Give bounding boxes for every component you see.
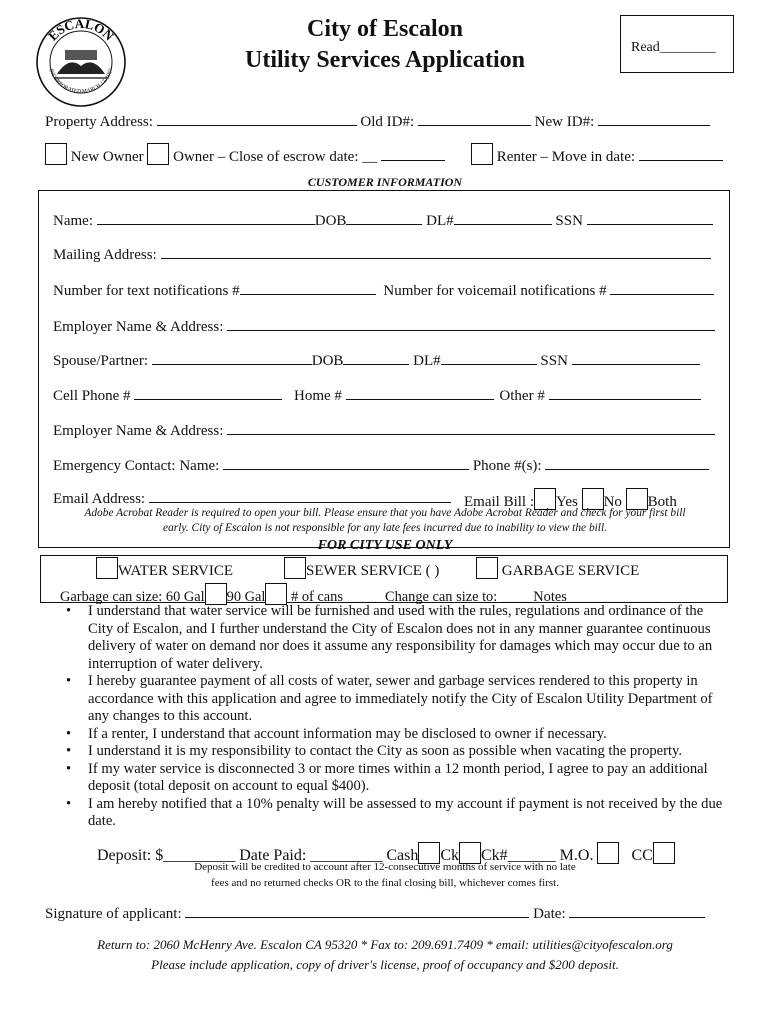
term-item: • I understand that water service will be furnished and used with the rules, regulations and ordinance of the City of Escalon, and I further understand the City of Escalon does not in any manner guarantee continuous delivery of water on demand nor does it assume any responsibility for damages which may occur due to an interruption of water delivery. — [66, 603, 713, 672]
owner-close-label: Owner – Close of escrow date: __ — [173, 149, 378, 165]
emergency-row — [53, 455, 709, 475]
dl-label: DL# — [426, 213, 454, 229]
sewer-service-label: SEWER SERVICE ( ) — [306, 563, 440, 579]
occupancy-row — [45, 143, 445, 166]
page-subtitle: Utility Services Application — [245, 47, 525, 73]
dob-label: DOB — [314, 213, 347, 229]
renter-row — [471, 143, 723, 166]
term-item: • I hereby guarantee payment of all costs of water, sewer and garbage services rendered to this property in accordance with this application and agree to immediately notify the City of Escalon Utility Department of any changes to this account. — [66, 673, 713, 724]
emergency-phone-label: Phone #(s): — [472, 458, 542, 474]
footer-instructions: Please include application, copy of driver's license, proof of occupancy and $200 deposit. — [151, 957, 619, 972]
read-label: Read________ — [631, 40, 716, 55]
new-owner-label: New Owner — [70, 149, 144, 165]
garbage-row — [476, 557, 639, 580]
water-service-checkbox[interactable] — [96, 557, 118, 579]
employer-field[interactable] — [227, 316, 715, 331]
sewer-service-checkbox[interactable] — [284, 557, 306, 579]
ssn-label: SSN — [555, 213, 583, 229]
email-field[interactable] — [149, 488, 451, 503]
footer-return-address: Return to: 2060 McHenry Ave. Escalon CA 95320 * Fax to: 209.691.7409 * email: utilities@cityofescalon.org — [97, 937, 673, 952]
dl-field[interactable] — [454, 210, 552, 225]
gal90-label: 90 Gal — [226, 589, 266, 605]
email-label: Email Address: — [53, 491, 146, 507]
sewer-row — [285, 557, 439, 580]
terms-list — [64, 603, 724, 831]
name-row — [53, 210, 713, 230]
ck-label: Ck — [440, 847, 459, 864]
signature-date-label: Date: — [533, 906, 566, 922]
mailing-label: Mailing Address: — [53, 247, 157, 263]
phone-row — [53, 385, 701, 405]
move-in-date-field[interactable] — [639, 146, 723, 161]
email-bill-no-label: No — [603, 494, 622, 510]
deposit-note-1: Deposit will be credited to account after 12-consecutive months of service with no late — [194, 861, 576, 873]
garbage-service-label: GARBAGE SERVICE — [501, 563, 640, 579]
signature-date-field[interactable] — [569, 903, 705, 918]
customer-info-heading: CUSTOMER INFORMATION — [307, 175, 463, 189]
signature-field[interactable] — [185, 903, 529, 918]
services-row — [96, 557, 233, 580]
term-item: • If a renter, I understand that account information may be disclosed to owner if necessary. — [66, 725, 607, 742]
email-bill-label: Email Bill : — [464, 494, 534, 510]
term-item: • If my water service is disconnected 3 or more times within a 12 month period, I agree to pay an additional deposit (total deposit on account to equal $400). — [66, 760, 708, 794]
mailing-row — [53, 244, 711, 264]
acrobat-note-1: Adobe Acrobat Reader is required to open your bill. Please ensure that you have Adobe Acrobat Reader and check for your first bill — [84, 507, 686, 519]
renter-checkbox[interactable] — [471, 143, 493, 165]
term-item: • I understand it is my responsibility to contact the City as soon as possible when vacating the property. — [66, 743, 683, 759]
seal-top-text: ESCALON — [45, 16, 117, 44]
ssn-field[interactable] — [587, 210, 713, 225]
emergency-label: Emergency Contact: Name: — [53, 458, 220, 474]
email-bill-both-label: Both — [647, 494, 677, 510]
renter-label: Renter – Move in date: — [496, 149, 636, 165]
garbage-size-label: Garbage can size: 60 Gal — [60, 589, 205, 605]
signature-label: Signature of applicant: — [45, 906, 182, 922]
water-service-label: WATER SERVICE — [118, 563, 234, 579]
text-notification-label: Number for text notifications # — [53, 283, 240, 299]
garbage-service-checkbox[interactable] — [476, 557, 498, 579]
seal-bottom-text: INCORPORATED MARCH 12, 1957 — [47, 67, 115, 95]
spouse-ssn-label: SSN — [540, 353, 568, 369]
mailing-field[interactable] — [161, 244, 711, 259]
spouse-label: Spouse/Partner: — [53, 353, 148, 369]
cell-phone-field[interactable] — [134, 385, 282, 400]
home-phone-label: Home # — [294, 388, 342, 404]
cell-phone-label: Cell Phone # — [53, 388, 131, 404]
emergency-name-field[interactable] — [223, 455, 469, 470]
email-row — [53, 488, 451, 508]
acrobat-note-2: early. City of Escalon is not responsible for any late fees incurred due to inability to view the bill. — [163, 522, 607, 534]
spouse-ssn-field[interactable] — [572, 350, 700, 365]
deposit-note-2: fees and no returned checks OR to the final closing bill, whichever comes first. — [211, 877, 559, 889]
home-phone-field[interactable] — [346, 385, 494, 400]
cans-label: # of cans ____ — [291, 589, 376, 605]
spouse-dl-label: DL# — [413, 353, 441, 369]
signature-row — [45, 903, 705, 923]
property-address-row — [45, 111, 710, 131]
spouse-dob-field[interactable] — [343, 350, 409, 365]
spouse-dl-field[interactable] — [441, 350, 537, 365]
city-use-heading: FOR CITY USE ONLY — [317, 538, 453, 553]
escrow-date-field[interactable] — [381, 146, 445, 161]
new-id-label: New ID#: — [534, 114, 595, 130]
emergency-phone-field[interactable] — [545, 455, 709, 470]
dob-field[interactable] — [346, 210, 422, 225]
property-address-label: Property Address: — [45, 114, 153, 130]
gal90-checkbox[interactable] — [265, 583, 287, 605]
cc-label: CC — [631, 847, 653, 864]
old-id-field[interactable] — [418, 111, 531, 126]
other-phone-field[interactable] — [549, 385, 701, 400]
change-can-label: Change can size to: ____ Notes_____________ — [384, 589, 661, 605]
old-id-label: Old ID#: — [360, 114, 415, 130]
employer2-row — [53, 420, 715, 440]
name-field[interactable] — [97, 210, 315, 225]
voicemail-notification-field[interactable] — [610, 280, 714, 295]
new-owner-checkbox[interactable] — [45, 143, 67, 165]
gal60-checkbox[interactable] — [205, 583, 227, 605]
owner-close-checkbox[interactable] — [147, 143, 169, 165]
email-bill-yes-label: Yes — [556, 494, 578, 510]
notifications-row — [53, 280, 714, 300]
ck-number-label: Ck#______ M.O. — [480, 847, 594, 864]
page-title: City of Escalon — [307, 16, 463, 42]
voicemail-notification-label: Number for voicemail notifications # — [383, 283, 607, 299]
read-box[interactable] — [620, 15, 734, 73]
text-notification-field[interactable] — [240, 280, 376, 295]
spouse-field[interactable] — [152, 350, 312, 365]
name-label: Name: — [53, 213, 93, 229]
new-id-field[interactable] — [598, 111, 710, 126]
spouse-dob-label: DOB — [311, 353, 344, 369]
employer-label: Employer Name & Address: — [53, 319, 224, 335]
employer2-field[interactable] — [227, 420, 715, 435]
term-item: • I am hereby notified that a 10% penalty will be assessed to my account if payment is not received by the due date. — [66, 795, 723, 829]
employer-row — [53, 316, 715, 336]
employer2-label: Employer Name & Address: — [53, 423, 224, 439]
deposit-label: Deposit: $_________ Date Paid: _________ Cash — [97, 847, 419, 864]
spouse-row — [53, 350, 700, 370]
property-address-field[interactable] — [157, 111, 357, 126]
other-phone-label: Other # — [499, 388, 545, 404]
